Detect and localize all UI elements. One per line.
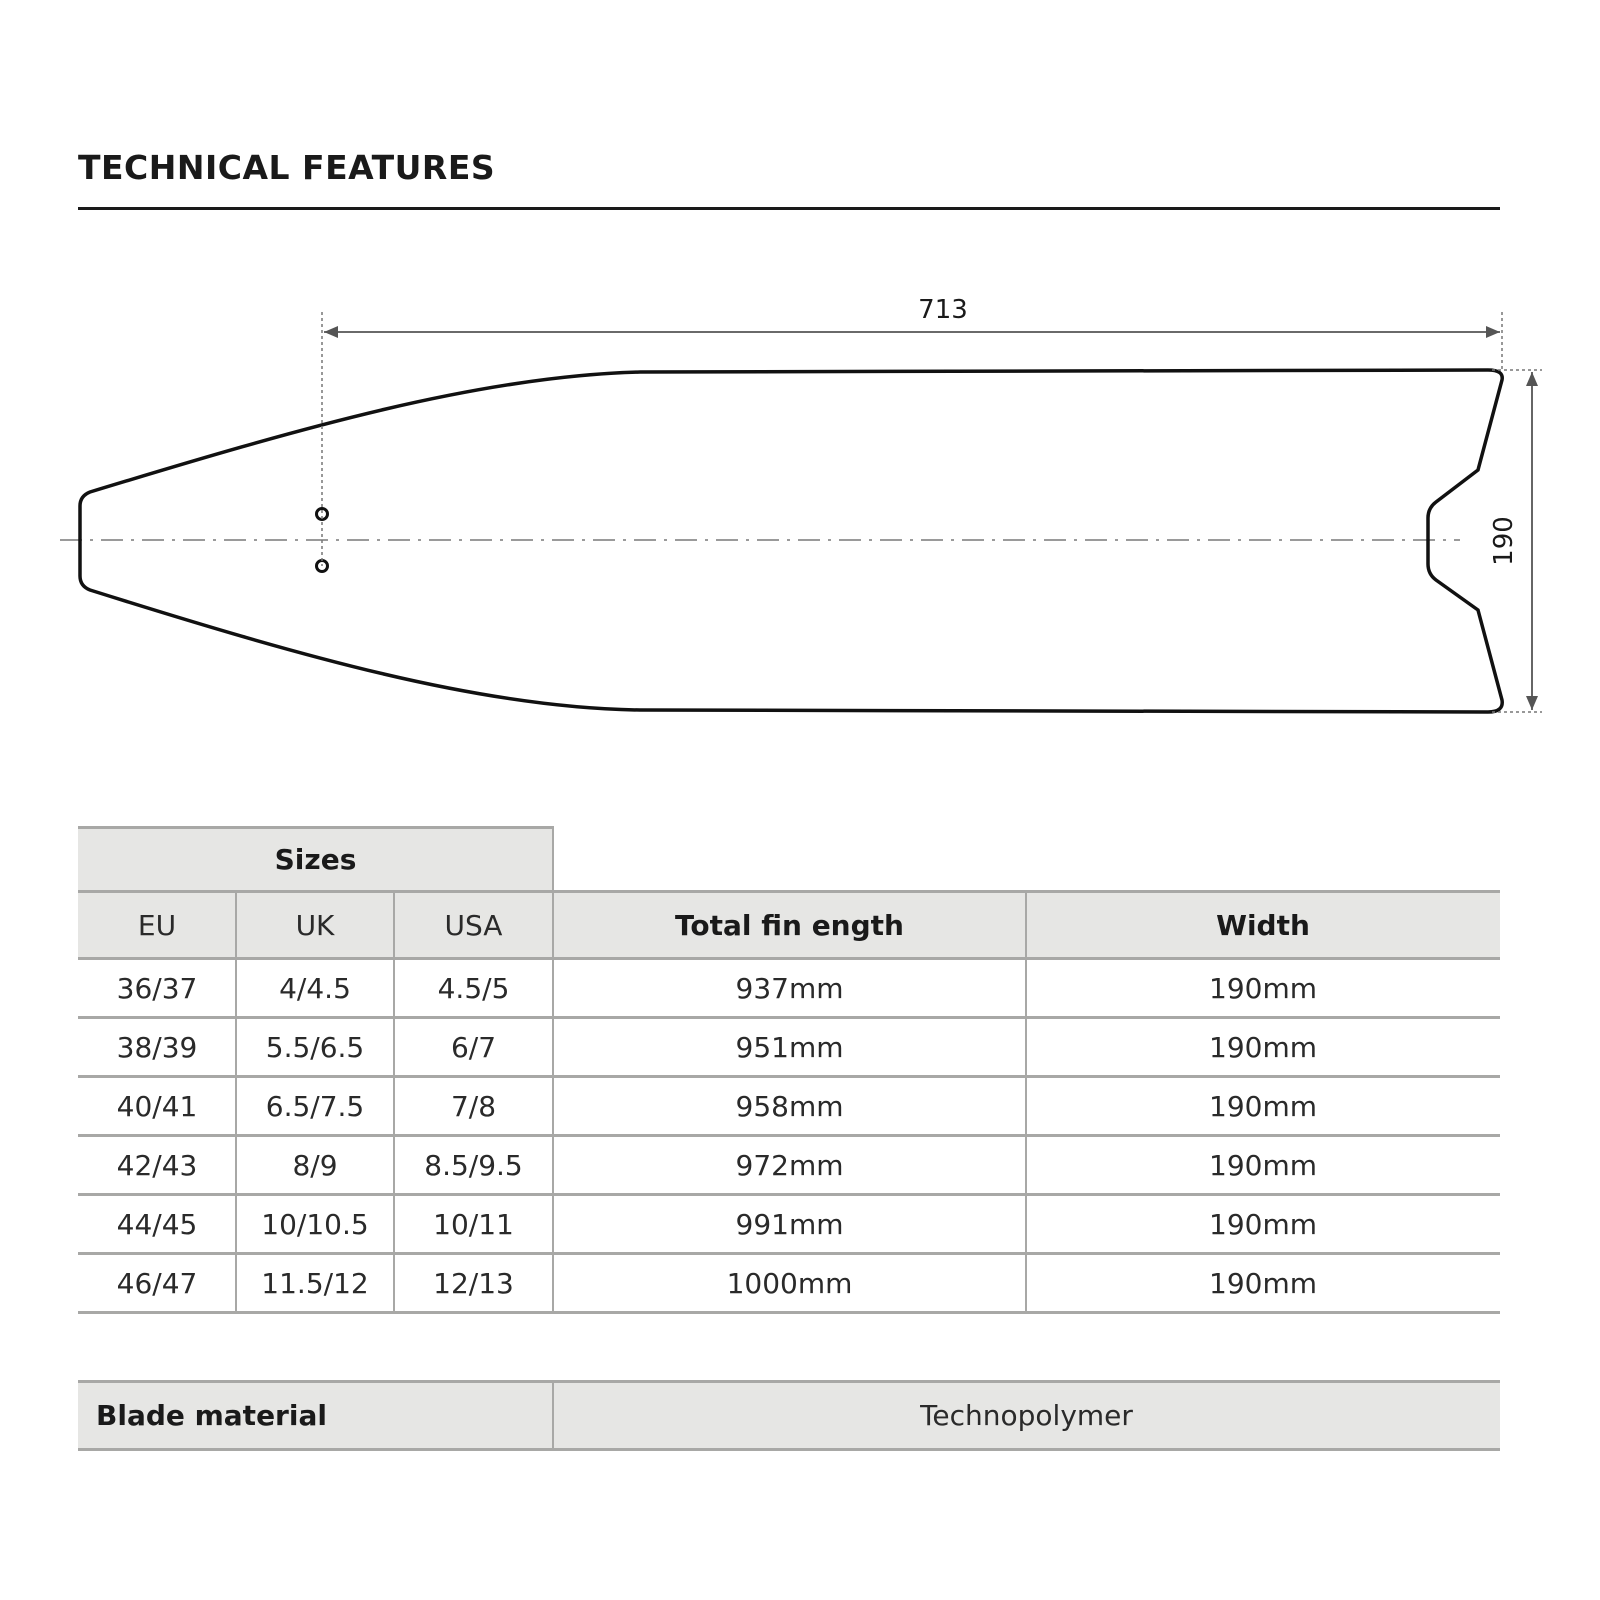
table-cell-width: 190mm xyxy=(1209,971,1317,1005)
column-header-usa: USA xyxy=(394,893,553,958)
table-cell-usa: 12/13 xyxy=(433,1266,514,1300)
table-cell-usa: 10/11 xyxy=(433,1207,514,1241)
material-value: Technopolymer xyxy=(553,1383,1500,1448)
table-cell-width: 190mm xyxy=(1209,1030,1317,1064)
length-arrow-right xyxy=(1486,326,1500,338)
column-header-eu: EU xyxy=(78,893,236,958)
table-cell-uk: 10/10.5 xyxy=(261,1207,369,1241)
table-cell-eu: 36/37 xyxy=(116,971,198,1005)
sizes-group-header: Sizes xyxy=(78,828,553,890)
column-header-uk: UK xyxy=(236,893,394,958)
table-cell-eu: 44/45 xyxy=(116,1207,198,1241)
table-cell-uk: 8/9 xyxy=(292,1148,338,1182)
table-cell-eu: 42/43 xyxy=(116,1148,198,1182)
table-cell-uk: 11.5/12 xyxy=(261,1266,369,1300)
material-label: Blade material xyxy=(78,1383,553,1448)
table-cell-eu: 46/47 xyxy=(116,1266,198,1300)
table-cell-length: 937mm xyxy=(735,971,844,1005)
table-cell-uk: 6.5/7.5 xyxy=(265,1089,365,1123)
table-bottom-border xyxy=(78,1311,1500,1314)
table-cell-length: 1000mm xyxy=(726,1266,853,1300)
column-header-total-length: Total fin ength xyxy=(553,893,1026,958)
table-cell-usa: 4.5/5 xyxy=(437,971,510,1005)
column-header-width: Width xyxy=(1026,893,1500,958)
table-cell-usa: 7/8 xyxy=(450,1089,497,1123)
table-cell-length: 951mm xyxy=(735,1030,844,1064)
table-cell-length: 991mm xyxy=(735,1207,844,1241)
length-arrow-left xyxy=(324,326,338,338)
table-cell-usa: 6/7 xyxy=(450,1030,497,1064)
table-cell-length: 958mm xyxy=(735,1089,844,1123)
table-cell-eu: 38/39 xyxy=(116,1030,198,1064)
table-cell-eu: 40/41 xyxy=(116,1089,198,1123)
fin-blade-outline xyxy=(80,370,1502,712)
width-label: 190 xyxy=(1489,516,1519,566)
length-label: 713 xyxy=(918,295,968,325)
table-cell-usa: 8.5/9.5 xyxy=(424,1148,523,1182)
width-arrow-top xyxy=(1526,372,1538,386)
table-cell-length: 972mm xyxy=(735,1148,844,1182)
header-top-border xyxy=(78,890,1500,893)
table-cell-uk: 5.5/6.5 xyxy=(265,1030,365,1064)
group-header-right-border xyxy=(552,826,554,890)
table-cell-width: 190mm xyxy=(1209,1089,1317,1123)
table-cell-width: 190mm xyxy=(1209,1266,1317,1300)
material-column-divider xyxy=(552,1383,554,1448)
table-cell-uk: 4/4.5 xyxy=(279,971,351,1005)
table-cell-width: 190mm xyxy=(1209,1148,1317,1182)
table-top-border xyxy=(78,826,553,829)
material-bottom-border xyxy=(78,1448,1500,1451)
table-cell-width: 190mm xyxy=(1209,1207,1317,1241)
page-title: TECHNICAL FEATURES xyxy=(78,148,496,187)
width-arrow-bottom xyxy=(1526,696,1538,710)
